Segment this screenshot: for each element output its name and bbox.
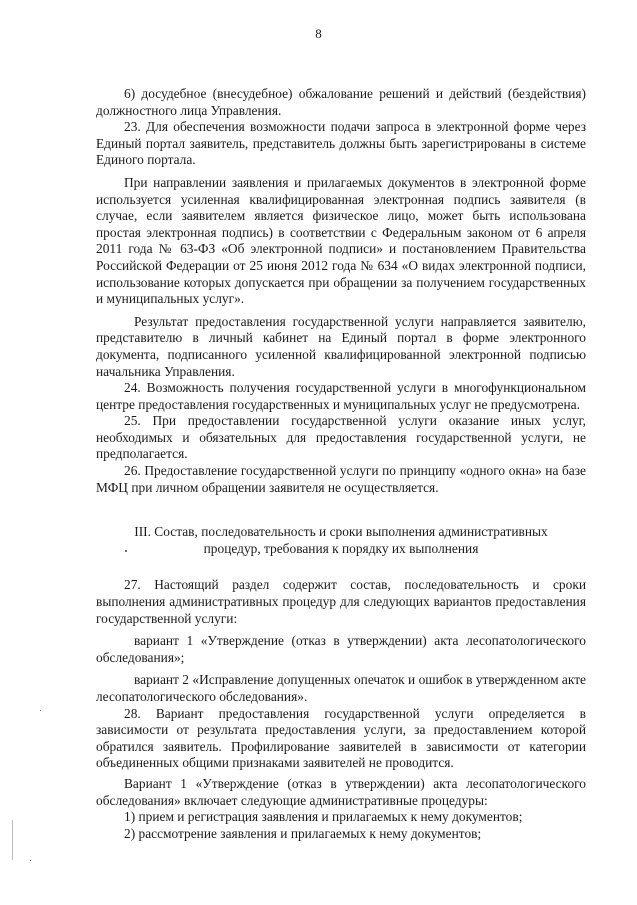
procedure-item-1: 1) прием и регистрация заявления и прилагаемых к нему документов; bbox=[124, 809, 523, 825]
procedure-item-2: 2) рассмотрение заявления и прилагаемых к нему документов; bbox=[124, 825, 482, 841]
paragraph-25: 25. При предоставлении государственной услуги оказание иных услуг, необходимых и обязательных для предоставления государственной услуги, не предполагается. bbox=[96, 413, 586, 462]
document-body bbox=[96, 86, 586, 842]
paragraph-24: 24. Возможность получения государственной услуги в многофункциональном центре предоставления государственных и муниципальных услуг не предусмотрена. bbox=[96, 380, 586, 412]
paragraph-28: 28. Вариант предоставления государственной услуги определяется в зависимости от результата предоставления услуги, за предоставлением которой обратился заявитель. Профилирование заявителей в зависимости от категории объединенных общими признаками заявителей не проводится. bbox=[96, 705, 586, 771]
section-heading-line1: III. Состав, последовательность и сроки выполнения административных bbox=[134, 524, 548, 540]
paragraph-6: 6) досудебное (внесудебное) обжалование решений и действий (бездействия) должностного лица Управления. bbox=[96, 86, 586, 118]
page-number: 8 bbox=[315, 26, 322, 41]
paragraph-23: 23. Для обеспечения возможности подачи запроса в электронной форме через Единый портал заявитель, представитель должны быть зарегистрированы в системе Единого портала. bbox=[96, 119, 586, 168]
variant-2: вариант 2 «Исправление допущенных опечаток и ошибок в утвержденном акте лесопатологического обследования». bbox=[96, 672, 586, 704]
paragraph-26: 26. Предоставление государственной услуги по принципу «одного окна» на базе МФЦ при личном обращении заявителя не осуществляется. bbox=[96, 463, 586, 495]
section-heading bbox=[96, 524, 586, 557]
variant-1: вариант 1 «Утверждение (отказ в утверждении) акта лесопатологического обследования»; bbox=[96, 633, 586, 665]
paragraph-28-variant: Вариант 1 «Утверждение (отказ в утверждении) акта лесопатологического обследования» включает следующие административные процедуры: bbox=[96, 775, 586, 808]
section-heading-line2: процедур, требования к порядку их выполнения bbox=[203, 540, 479, 556]
paragraph-27: 27. Настоящий раздел содержит состав, последовательность и сроки выполнения административных процедур для следующих вариантов предоставления государственной услуги: bbox=[96, 577, 586, 626]
paragraph-23-result: Результат предоставления государственной услуги направляется заявителю, представителю в личный кабинет на Единый портал в форме электронного документа, подписанного усиленной квалифицированной электронной подписью начальника Управления. bbox=[96, 313, 586, 379]
paragraph-23-signature: При направлении заявления и прилагаемых документов в электронной форме используется усиленная квалифицированная электронная подпись заявителя (в случае, если заявителем является физическое лицо, может быть использована простая электронная подпись) в соответствии с Федеральным законом от 6 апреля 2011 года № 63-ФЗ «Об электронной подписи» и постановлением Правительства Российской Федерации от 25 июня 2012 года № 634 «О видах электронной подписи, использование которых допускается при обращении за получением государственных и муниципальных услуг». bbox=[96, 174, 586, 307]
